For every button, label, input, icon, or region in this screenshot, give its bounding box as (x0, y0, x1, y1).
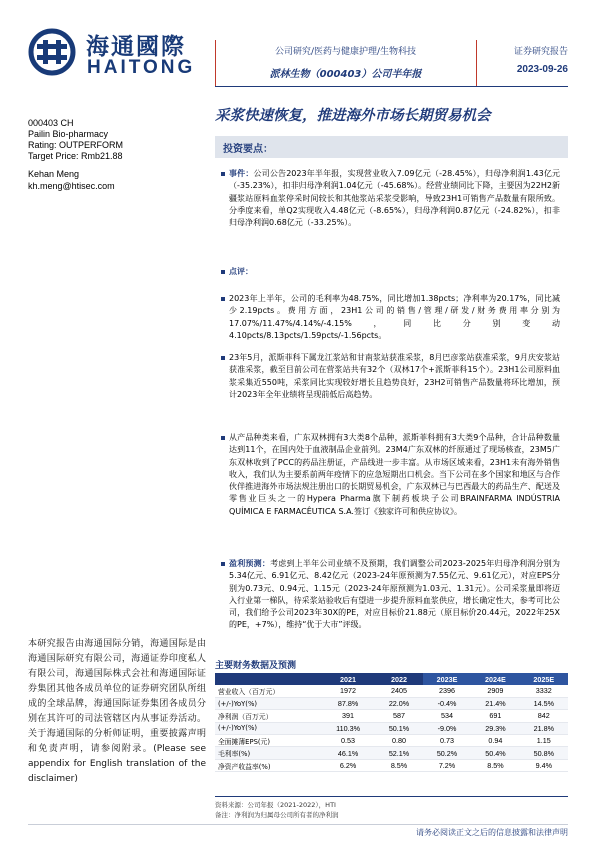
bullet-icon (221, 172, 225, 176)
table-cell: 691 (471, 710, 519, 722)
header-divider-left (215, 40, 216, 86)
rating: Rating: OUTPERFORM (28, 140, 124, 150)
table-cell: 0.94 (471, 735, 519, 747)
bullet-text: 2023年上半年，公司的毛利率为48.75%，同比增加1.38pcts；净利率为20.17%，同比减少2.19pcts。费用方面，23H1公司的销售/管理/研发/财务费用率分别为17.07%/11.47%/4.14%/-4.15%，同比分别变动4.10pcts/8.13pcts/1.59pcts/-1.56pcts。 (229, 294, 560, 340)
table-cell: 842 (520, 710, 568, 722)
bullet-icon (221, 356, 225, 360)
table-cell: 50.8% (520, 747, 568, 759)
table-cell: 21.8% (520, 722, 568, 734)
table-row (215, 735, 568, 747)
report-categories: 公司研究/医药与健康护理/生物科技 (274, 47, 417, 57)
header-rule (215, 86, 568, 87)
report-title: 采浆快速恢复，推进海外市场长期贸易机会 (215, 107, 491, 124)
bullet-label: 盈利预测： (229, 559, 271, 568)
logo-chinese-name: 海通國際 (86, 33, 186, 60)
bullet-plasma-stations (215, 352, 568, 401)
table-cell: 6.2% (321, 759, 375, 771)
logo-english-name: HAITONG (87, 57, 196, 78)
table-row (215, 685, 568, 697)
stock-info (28, 118, 208, 162)
table-cell: 2909 (471, 685, 519, 697)
table-cell: 全面摊薄EPS(元) (215, 735, 321, 747)
table-cell: 2396 (423, 685, 471, 697)
bullet-text: 公司公告2023年半年报，实现营业收入7.09亿元（-28.45%），归母净利润1.43亿元（-35.23%），扣非归母净利润1.04亿元（-45.68%）。经营业绩同比下降，主要因为22H2新疆浆站原料血浆停采时间较长和其他浆站采浆受影响，导致23H1可销售产品数量有限所致。分季度来看，单Q2实现收入4.48亿元（-8.65%），归母净利润0.87亿元（-24.82%），扣非归母净利润0.68亿元（-33.25%）。 (229, 169, 561, 228)
table-cell: 14.5% (520, 697, 568, 709)
bullet-products (215, 432, 568, 518)
table-cell: 1.15 (520, 735, 568, 747)
table-cell: (+/-)YoY(%) (215, 722, 321, 734)
table-cell: 87.8% (321, 697, 375, 709)
table-cell: 22.0% (375, 697, 423, 709)
table-cell: 52.1% (375, 747, 423, 759)
analyst-email[interactable]: kh.meng@htisec.com (28, 181, 115, 191)
report-type: 证券研究报告 (513, 47, 568, 57)
table-cell: -0.4% (423, 697, 471, 709)
table-cell: 毛利率(%) (215, 747, 321, 759)
table-cell: 3332 (520, 685, 568, 697)
bullet-label: 点评： (229, 267, 253, 276)
table-cell: 8.5% (375, 759, 423, 771)
table-header-cell: 2022 (375, 673, 423, 685)
financial-table-title: 主要财务数据及预测 (215, 661, 297, 671)
table-row (215, 722, 568, 734)
disclaimer-text: 本研究报告由海通国际分销，海通国际是由海通国际研究有限公司，海通证券印度私人有限公司，海通国际株式会社和海通国际证券集团其他各成员单位的证券研究团队所组成的全球品牌，海通国际证券集团各成员分别在其许可的司法管辖区内从事证券活动。关于海通国际的分析师证明，重要披露声明和免责声明，请参阅附录。(Please see appendix for English translation of the disclaimer) (28, 639, 206, 784)
table-cell: 46.1% (321, 747, 375, 759)
table-cell: 21.4% (471, 697, 519, 709)
bullet-text: 考虑到上半年公司业绩不及预期，我们调整公司2023-2025年归母净利润分别为5.34亿元、6.91亿元、8.42亿元（2023-24年原预测为7.55亿元、9.61亿元），对应EPS分别为0.73元、0.94元、1.15元（2023-24年原预测为1.03元、1.31元）。公司采浆量即将迈入行业第一梯队，待采浆站验收后有望进一步提升原料血浆供应，增长确定性大，参考可比公司，我们给予公司2023年30X的PE，对应目标价21.88元（原目标价20.44元，2022年25X的PE，+7%），维持“优于大市”评级。 (229, 559, 560, 630)
table-cell: 50.2% (423, 747, 471, 759)
table-header-cell (215, 673, 321, 685)
table-note: 备注：净利润为归属母公司所有者的净利润 (215, 811, 339, 819)
header-divider-right (476, 40, 477, 86)
table-cell: 534 (423, 710, 471, 722)
table-cell: 7.2% (423, 759, 471, 771)
table-cell: 587 (375, 710, 423, 722)
section-heading: 投资要点： (223, 144, 273, 155)
target-price: Target Price: Rmb21.88 (28, 151, 123, 161)
bullet-forecast (215, 558, 568, 632)
bullet-text: 23年5月，派斯菲科下属龙江浆站和甘南浆站获准采浆，8月巴彦浆站获准采浆，9月庆安浆站获准采浆，截至目前公司在营浆站共有32个（双林17个+派斯菲科15个）。23H1公司原料血浆采集近550吨，采浆同比实现较好增长且趋势良好，23H2可销售产品数量将环比增加，预计2023年全年业绩将呈现前低后高趋势。 (229, 353, 560, 399)
bullet-margin (215, 293, 568, 342)
bullet-icon (221, 297, 225, 301)
table-header-cell: 2021 (321, 673, 375, 685)
table-header-cell: 2024E (471, 673, 519, 685)
bullet-label: 事件： (229, 169, 254, 178)
table-cell: 8.5% (471, 759, 519, 771)
table-cell: 1972 (321, 685, 375, 697)
financial-table (215, 673, 568, 772)
footer-disclaimer: 请务必阅读正文之后的信息披露和法律声明 (416, 828, 568, 837)
table-cell: 0.80 (375, 735, 423, 747)
table-cell: -9.0% (423, 722, 471, 734)
table-cell: 0.53 (321, 735, 375, 747)
bullet-comment (215, 266, 568, 278)
stock-ticker: 000403 CH (28, 118, 74, 128)
footer-rule (28, 824, 568, 825)
bullet-icon (221, 270, 225, 274)
table-cell: 391 (321, 710, 375, 722)
report-date: 2023-09-26 (516, 64, 568, 75)
bullet-icon (221, 436, 225, 440)
table-header-row (215, 673, 568, 685)
table-header-cell: 2023E (423, 673, 471, 685)
table-row (215, 759, 568, 771)
investment-highlights-bar (215, 136, 568, 158)
table-cell: (+/-)YoY(%) (215, 697, 321, 709)
company-english-name: Pailin Bio-pharmacy (28, 129, 109, 139)
bullet-text: 从产品种类来看，广东双林拥有3大类8个品种，派斯菲科拥有3大类9个品种，合计品种数量达到11个，在国内处于血液制品企业前列。23M4广东双林的纤原通过了现场核查，23M5广东双林收到了PCC的药品注册证，产品线进一步丰富。从市场区域来看，23H1未有海外销售收入，我们认为主要系前两年疫情下的应急短期出口机会。当下公司在多个国家和地区与合作伙伴推进海外市场法规注册出口的长期贸易机会，广东双林已与巴西最大的药品生产、配送及零售业巨头之一的Hypera Pharma旗下制药板块子公司BRAINFARMA INDÚSTRIA QUÍMICA E FARMACÊUTICA S.A.签订《独家许可和供应协议》。 (229, 433, 560, 516)
table-cell: 净资产收益率(%) (215, 759, 321, 771)
bullet-icon (221, 562, 225, 566)
analyst-info (28, 168, 208, 192)
table-row (215, 710, 568, 722)
table-cell: 50.1% (375, 722, 423, 734)
table-bottom-rule (215, 796, 568, 797)
table-cell: 50.4% (471, 747, 519, 759)
table-cell: 2405 (375, 685, 423, 697)
table-cell: 营业收入（百万元） (215, 685, 321, 697)
bullet-event (215, 168, 568, 229)
analyst-name: Kehan Meng (28, 169, 80, 179)
table-row (215, 747, 568, 759)
haitong-logo-icon (28, 28, 76, 76)
table-cell: 0.73 (423, 735, 471, 747)
table-cell: 净利润（百万元） (215, 710, 321, 722)
table-row (215, 697, 568, 709)
table-source: 资料来源：公司年报（2021-2022），HTI (215, 801, 336, 809)
report-company-line: 派林生物（000403）公司半年报 (269, 69, 422, 80)
table-cell: 110.3% (321, 722, 375, 734)
table-cell: 9.4% (520, 759, 568, 771)
table-header-cell: 2025E (520, 673, 568, 685)
table-cell: 29.3% (471, 722, 519, 734)
haitong-logo (28, 24, 198, 80)
